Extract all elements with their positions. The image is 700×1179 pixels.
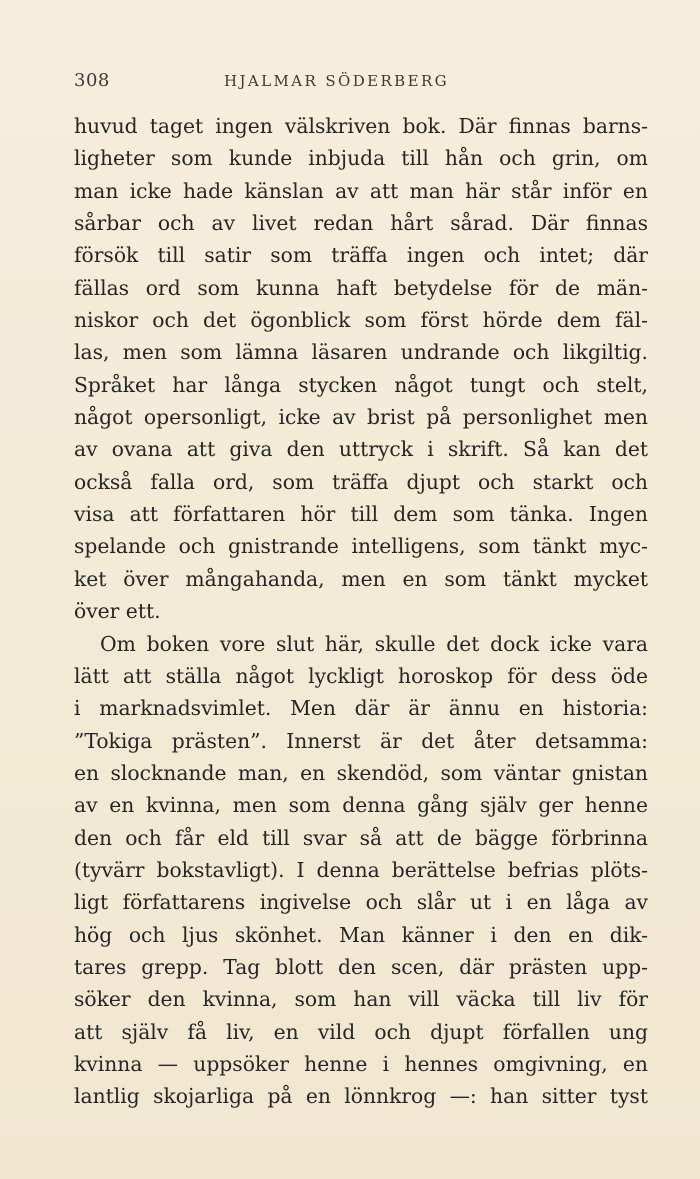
text-line: kvinna — uppsöker henne i hennes omgivning, en xyxy=(74,1051,648,1076)
text-line: las, men som lämna läsaren undrande och likgiltig. xyxy=(74,340,648,365)
text-line: något opersonligt, icke av brist på personlighet men xyxy=(74,405,648,430)
text-line: den och får eld till svar så att de bägge förbrinna xyxy=(74,825,648,850)
text-line: ligt författarens ingivelse och slår ut i en låga av xyxy=(74,890,648,915)
text-line: av ovana att giva den uttryck i skrift. Så kan det xyxy=(74,437,648,462)
text-line: niskor och det ögonblick som först hörde dem fäl- xyxy=(74,308,648,333)
text-line: lantlig skojarliga på en lönnkrog —: han sitter tyst xyxy=(74,1084,648,1109)
paragraph-1 xyxy=(74,110,648,628)
body-text xyxy=(74,110,648,1113)
text-line: en slocknande man, en skendöd, som väntar gnistan xyxy=(74,760,648,785)
text-line: att själv få liv, en vild och djupt förfallen ung xyxy=(74,1019,648,1044)
text-line: i marknadsvimlet. Men där är ännu en historia: xyxy=(74,696,648,721)
text-line: huvud taget ingen välskriven bok. Där finnas barns- xyxy=(74,114,648,138)
text-line: visa att författaren hör till dem som tänka. Ingen xyxy=(74,502,648,527)
text-line: Språket har långa stycken något tungt och stelt, xyxy=(74,372,648,397)
text-line: av en kvinna, men som denna gång själv ger henne xyxy=(74,793,648,818)
text-line: ”Tokiga prästen”. Innerst är det åter detsamma: xyxy=(74,728,648,753)
running-head xyxy=(74,70,648,96)
text-line: också falla ord, som träffa djupt och starkt och xyxy=(74,469,648,494)
paragraph-2 xyxy=(74,628,648,1113)
text-line: spelande och gnistrande intelligens, som tänkt myc- xyxy=(74,534,648,559)
text-line: söker den kvinna, som han vill väcka till liv för xyxy=(74,987,648,1012)
text-line: (tyvärr bokstavligt). I denna berättelse befrias plöts- xyxy=(74,857,648,882)
text-line: fällas ord som kunna haft betydelse för de män- xyxy=(74,275,648,300)
text-line: över ett. xyxy=(74,599,161,624)
page-number: 308 xyxy=(74,70,110,91)
text-line: tares grepp. Tag blott den scen, där prästen upp- xyxy=(74,954,648,979)
text-line: ket över mångahanda, men en som tänkt mycket xyxy=(74,566,648,591)
text-line: ligheter som kunde inbjuda till hån och grin, om xyxy=(74,146,648,171)
text-line: sårbar och av livet redan hårt sårad. Där finnas xyxy=(74,211,648,236)
text-line: försök till satir som träffa ingen och intet; där xyxy=(74,243,648,268)
text-line: lätt att ställa något lyckligt horoskop för dess öde xyxy=(74,663,648,688)
text-line: man icke hade känslan av att man här står inför en xyxy=(74,178,648,203)
text-line: hög och ljus skönhet. Man känner i den en dik- xyxy=(74,922,648,947)
text-line: Om boken vore slut här, skulle det dock icke vara xyxy=(100,631,648,656)
running-title: HJALMAR SÖDERBERG xyxy=(224,72,450,90)
